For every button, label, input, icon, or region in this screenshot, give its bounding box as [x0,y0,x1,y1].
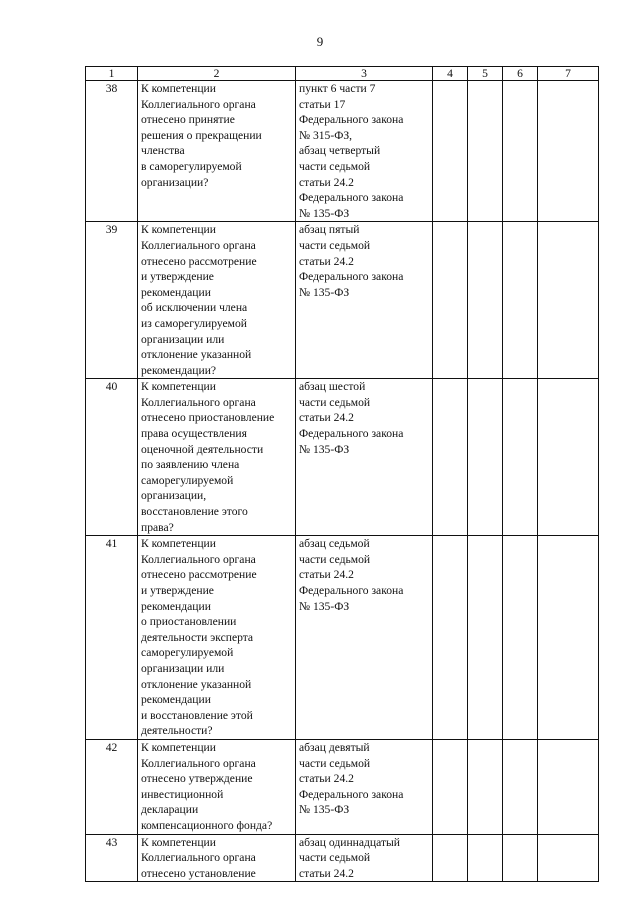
empty-cell [503,739,538,834]
empty-cell [433,222,468,379]
header-col-2: 2 [138,67,296,81]
empty-cell [538,379,599,536]
empty-cell [538,222,599,379]
reference-cell: абзац шестой части седьмой статьи 24.2 Федерального закона № 135-ФЗ [296,379,433,536]
empty-cell [468,81,503,222]
row-number: 43 [86,834,138,882]
reference-cell: абзац седьмой части седьмой статьи 24.2 Федерального закона № 135-ФЗ [296,536,433,740]
table-row [86,81,599,222]
question-cell: К компетенции Коллегиального органа отнесено установление [138,834,296,882]
table-row [86,834,599,882]
header-col-1: 1 [86,67,138,81]
empty-cell [468,739,503,834]
reference-cell: абзац пятый части седьмой статьи 24.2 Федерального закона № 135-ФЗ [296,222,433,379]
empty-cell [503,81,538,222]
table-row [86,222,599,379]
reference-cell: абзац девятый части седьмой статьи 24.2 Федерального закона № 135-ФЗ [296,739,433,834]
header-col-5: 5 [468,67,503,81]
row-number: 38 [86,81,138,222]
question-cell: К компетенции Коллегиального органа отнесено принятие решения о прекращении членства в саморегулируемой организации? [138,81,296,222]
checklist-table [85,66,599,882]
empty-cell [503,536,538,740]
question-cell: К компетенции Коллегиального органа отнесено рассмотрение и утверждение рекомендации об исключении члена из саморегулируемой организации или отклонение указанной рекомендации? [138,222,296,379]
empty-cell [538,536,599,740]
empty-cell [433,81,468,222]
table-row [86,379,599,536]
question-cell: К компетенции Коллегиального органа отнесено утверждение инвестиционной декларации компенсационного фонда? [138,739,296,834]
header-col-7: 7 [538,67,599,81]
empty-cell [538,834,599,882]
question-cell: К компетенции Коллегиального органа отнесено рассмотрение и утверждение рекомендации о приостановлении деятельности эксперта саморегулируемой организации или отклонение указанной рекомендации и восстановление этой деятельности? [138,536,296,740]
reference-cell: абзац одиннадцатый части седьмой статьи 24.2 [296,834,433,882]
page-number: 9 [316,34,324,49]
empty-cell [503,222,538,379]
row-number: 41 [86,536,138,740]
empty-cell [538,739,599,834]
question-cell: К компетенции Коллегиального органа отнесено приостановление права осуществления оценочной деятельности по заявлению члена саморегулируемой организации, восстановление этого права? [138,379,296,536]
empty-cell [503,834,538,882]
empty-cell [503,379,538,536]
empty-cell [538,81,599,222]
row-number: 39 [86,222,138,379]
empty-cell [433,536,468,740]
header-col-6: 6 [503,67,538,81]
row-number: 40 [86,379,138,536]
table-row [86,536,599,740]
empty-cell [468,379,503,536]
empty-cell [468,222,503,379]
row-number: 42 [86,739,138,834]
table-row [86,739,599,834]
header-col-3: 3 [296,67,433,81]
empty-cell [433,379,468,536]
empty-cell [468,536,503,740]
header-col-4: 4 [433,67,468,81]
reference-cell: пункт 6 части 7 статьи 17 Федерального закона № 315-ФЗ, абзац четвертый части седьмой статьи 24.2 Федерального закона № 135-ФЗ [296,81,433,222]
empty-cell [433,834,468,882]
empty-cell [468,834,503,882]
header-row [86,67,599,81]
empty-cell [433,739,468,834]
